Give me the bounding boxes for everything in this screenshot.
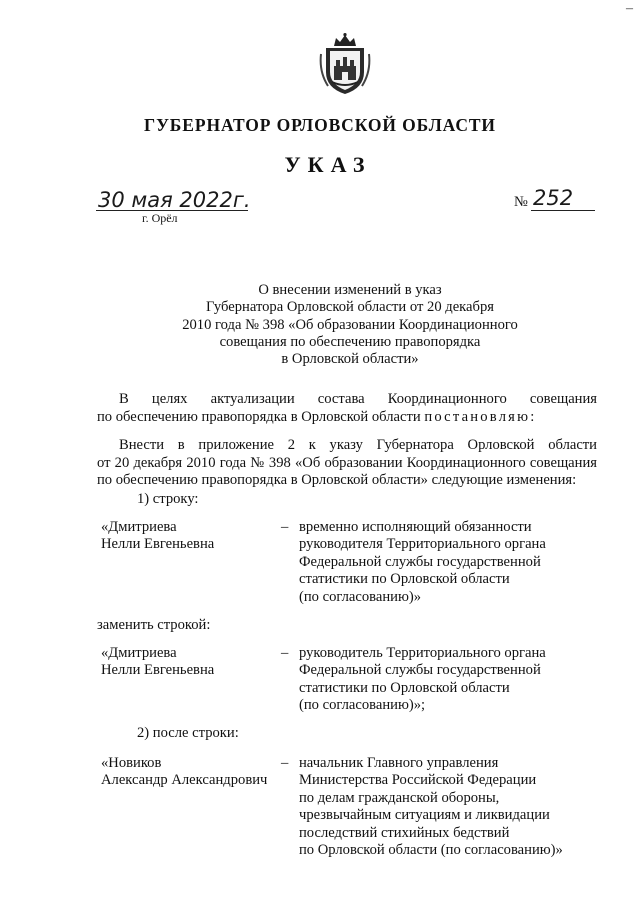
position-line: руководителя Территориального органа	[299, 536, 546, 553]
summary-line: Губернатора Орловской области от 20 декабря	[206, 299, 494, 316]
coat-of-arms-emblem	[318, 32, 372, 96]
entry-2-name	[101, 645, 214, 680]
preamble-line	[97, 409, 597, 427]
summary-line: совещания по обеспечению правопорядка	[219, 333, 481, 350]
entry-1-name	[101, 519, 214, 554]
page-mark: –	[626, 1, 633, 16]
issuing-authority: ГУБЕРНАТОР ОРЛОВСКОЙ ОБЛАСТИ	[144, 115, 496, 135]
position-line: начальник Главного управления	[299, 755, 499, 771]
preamble-text: по обеспечению правопорядка в Орловской области	[97, 408, 425, 425]
body-intro	[97, 437, 597, 490]
entry-1-dash: –	[281, 519, 289, 535]
replace-instruction: заменить строкой:	[97, 617, 211, 633]
preamble-line: В целях актуализации состава Координационного совещания	[119, 391, 597, 407]
name-line: «Новиков	[101, 755, 162, 771]
entry-3-position	[299, 755, 563, 859]
number-underline	[531, 210, 595, 211]
name-line: «Дмитриева	[101, 519, 177, 535]
summary-line: 2010 года № 398 «Об образовании Координационного	[182, 316, 518, 333]
document-type: УКАЗ	[284, 152, 372, 177]
entry-2-position	[299, 645, 546, 715]
intro-line: Внести в приложение 2 к указу Губернатора Орловской области	[119, 437, 597, 453]
position-line: по делам гражданской обороны,	[299, 789, 500, 806]
position-line: чрезвычайным ситуациям и ликвидации	[299, 807, 550, 824]
position-line: Министерства Российской Федерации	[299, 772, 537, 789]
handwritten-date: 30 мая 2022г.	[98, 188, 251, 212]
preamble	[97, 391, 597, 426]
document-summary	[140, 282, 560, 368]
position-line: временно исполняющий обязанности	[299, 519, 532, 535]
name-line: Нелли Евгеньевна	[101, 662, 215, 679]
summary-line: в Орловской области»	[281, 351, 419, 368]
name-line: «Дмитриева	[101, 645, 177, 661]
entry-3-dash: –	[281, 755, 289, 771]
position-line: Федеральной службы государственной	[299, 553, 541, 570]
position-line: последствий стихийных бедствий	[299, 824, 510, 841]
entry-3-name	[101, 755, 267, 790]
place-of-issue: г. Орёл	[142, 211, 178, 225]
intro-line: от 20 декабря 2010 года № 398 «Об образовании Координационного совещания	[97, 454, 597, 471]
position-line: (по согласованию)»	[299, 588, 422, 605]
entry-2-dash: –	[281, 645, 289, 661]
summary-line: О внесении изменений в указ	[258, 282, 442, 298]
position-line: Федеральной службы государственной	[299, 662, 541, 679]
number-label: №	[514, 194, 528, 210]
item-1-heading: 1) строку:	[137, 491, 199, 507]
position-line: статистики по Орловской области	[299, 679, 510, 696]
position-line: статистики по Орловской области	[299, 571, 510, 588]
name-line: Нелли Евгеньевна	[101, 536, 215, 553]
entry-1-position	[299, 519, 546, 606]
decree-verb: постановляю:	[424, 408, 537, 425]
position-line: по Орловской области (по согласованию)»	[299, 842, 563, 859]
item-2-heading: 2) после строки:	[137, 725, 239, 741]
name-line: Александр Александрович	[101, 772, 268, 789]
position-line: (по согласованию)»;	[299, 697, 426, 714]
position-line: руководитель Территориального органа	[299, 645, 546, 661]
handwritten-number: 252	[533, 186, 574, 210]
intro-line: по обеспечению правопорядка в Орловской области» следующие изменения:	[97, 472, 577, 489]
